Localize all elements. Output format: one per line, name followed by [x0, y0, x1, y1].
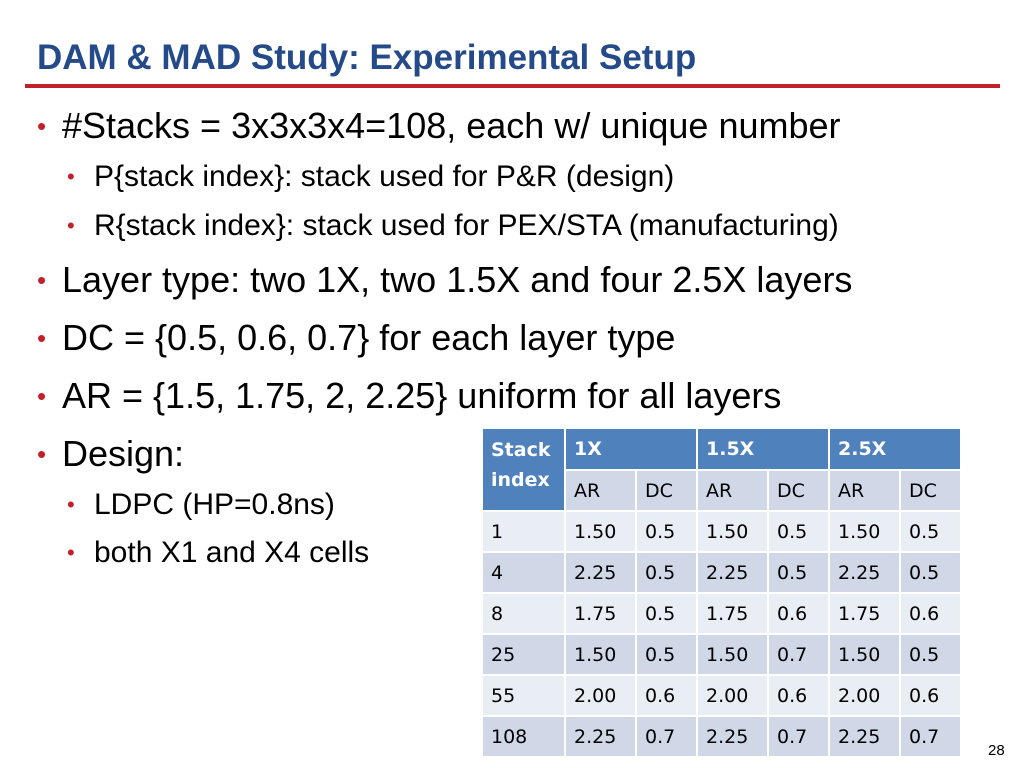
table-cell: 2.00 — [829, 675, 900, 716]
table-cell: 2.00 — [697, 675, 768, 716]
bullet-dot-icon: • — [67, 164, 75, 189]
table-cell: 2.25 — [565, 552, 636, 593]
bullet-text: both X1 and X4 cells — [94, 536, 370, 569]
bullet-dot-icon: • — [37, 111, 47, 141]
table-header-stack-index — [482, 428, 565, 511]
table-cell: 0.6 — [636, 675, 697, 716]
table-cell: 0.5 — [636, 593, 697, 634]
table-cell: 1.50 — [565, 634, 636, 675]
bullet-item — [37, 105, 841, 146]
bullet-text: Design: — [62, 433, 185, 474]
table-row — [482, 716, 961, 757]
table-cell: 2.25 — [829, 716, 900, 757]
bullet-item — [37, 433, 185, 474]
table-cell: 25 — [482, 634, 565, 675]
table-cell: 0.5 — [768, 552, 829, 593]
table-header-group: 1.5X — [697, 428, 829, 470]
bullet-text: DC = {0.5, 0.6, 0.7} for each layer type — [62, 317, 676, 358]
table-cell: 0.6 — [900, 675, 961, 716]
table-cell: 1.75 — [829, 593, 900, 634]
table-header-group: 1X — [565, 428, 697, 470]
table-cell: 0.6 — [768, 593, 829, 634]
sub-bullet-item — [67, 536, 370, 570]
sub-bullet-item — [67, 488, 335, 522]
table-row — [482, 675, 961, 716]
table-cell: 1.75 — [565, 593, 636, 634]
table-cell: 1 — [482, 511, 565, 552]
table-subheader: DC — [900, 470, 961, 511]
table-cell: 55 — [482, 675, 565, 716]
table-cell: 8 — [482, 593, 565, 634]
table-cell: 0.5 — [900, 634, 961, 675]
table-subheader: AR — [829, 470, 900, 511]
sub-bullet-item — [67, 160, 675, 194]
table-row — [482, 552, 961, 593]
table-row — [482, 511, 961, 552]
table-cell: 0.5 — [768, 511, 829, 552]
bullet-dot-icon: • — [67, 213, 75, 238]
bullet-text: Layer type: two 1X, two 1.5X and four 2.5X layers — [62, 259, 853, 300]
bullet-dot-icon: • — [37, 381, 47, 411]
page-number: 28 — [988, 742, 1005, 759]
table-header-group: 2.5X — [829, 428, 961, 470]
bullet-dot-icon: • — [37, 439, 47, 469]
table-cell: 2.00 — [565, 675, 636, 716]
table-cell: 1.50 — [829, 634, 900, 675]
table-subheader: DC — [768, 470, 829, 511]
table-cell: 2.25 — [829, 552, 900, 593]
bullet-dot-icon: • — [67, 540, 75, 565]
table-cell: 1.50 — [697, 511, 768, 552]
sub-bullet-item — [67, 209, 839, 243]
stack-table — [481, 427, 962, 758]
table-subheader: AR — [565, 470, 636, 511]
table-cell: 0.5 — [900, 552, 961, 593]
bullet-dot-icon: • — [37, 265, 47, 295]
table-cell: 0.5 — [636, 634, 697, 675]
table-cell: 1.50 — [565, 511, 636, 552]
table-cell: 2.25 — [697, 716, 768, 757]
table-cell: 0.5 — [900, 511, 961, 552]
table-cell: 108 — [482, 716, 565, 757]
bullet-item — [37, 259, 853, 300]
bullet-text: LDPC (HP=0.8ns) — [94, 488, 335, 521]
stack-header-line2: index — [491, 469, 550, 491]
table-cell: 2.25 — [697, 552, 768, 593]
table-cell: 0.6 — [900, 593, 961, 634]
table-subheader: DC — [636, 470, 697, 511]
table-cell: 4 — [482, 552, 565, 593]
bullet-dot-icon: • — [67, 492, 75, 517]
bullet-text: AR = {1.5, 1.75, 2, 2.25} uniform for all layers — [62, 375, 782, 416]
table-cell: 0.7 — [768, 716, 829, 757]
bullet-dot-icon: • — [37, 323, 47, 353]
table-subheader: AR — [697, 470, 768, 511]
table-cell: 0.5 — [636, 511, 697, 552]
table-cell: 1.50 — [829, 511, 900, 552]
table-cell: 0.7 — [768, 634, 829, 675]
bullet-item — [37, 317, 676, 358]
table-cell: 1.75 — [697, 593, 768, 634]
bullet-text: #Stacks = 3x3x3x4=108, each w/ unique number — [62, 105, 841, 146]
table-cell: 1.50 — [697, 634, 768, 675]
table-cell: 0.7 — [900, 716, 961, 757]
bullet-text: R{stack index}: stack used for PEX/STA (manufacturing) — [94, 209, 839, 242]
table-row — [482, 634, 961, 675]
slide-title: DAM & MAD Study: Experimental Setup — [37, 38, 697, 77]
table-cell: 0.5 — [636, 552, 697, 593]
bullet-item — [37, 375, 782, 416]
table-cell: 2.25 — [565, 716, 636, 757]
stack-header-line1: Stack — [491, 439, 551, 461]
table-cell: 0.7 — [636, 716, 697, 757]
bullet-text: P{stack index}: stack used for P&R (design) — [94, 160, 675, 193]
table-cell: 0.6 — [768, 675, 829, 716]
table-row — [482, 593, 961, 634]
